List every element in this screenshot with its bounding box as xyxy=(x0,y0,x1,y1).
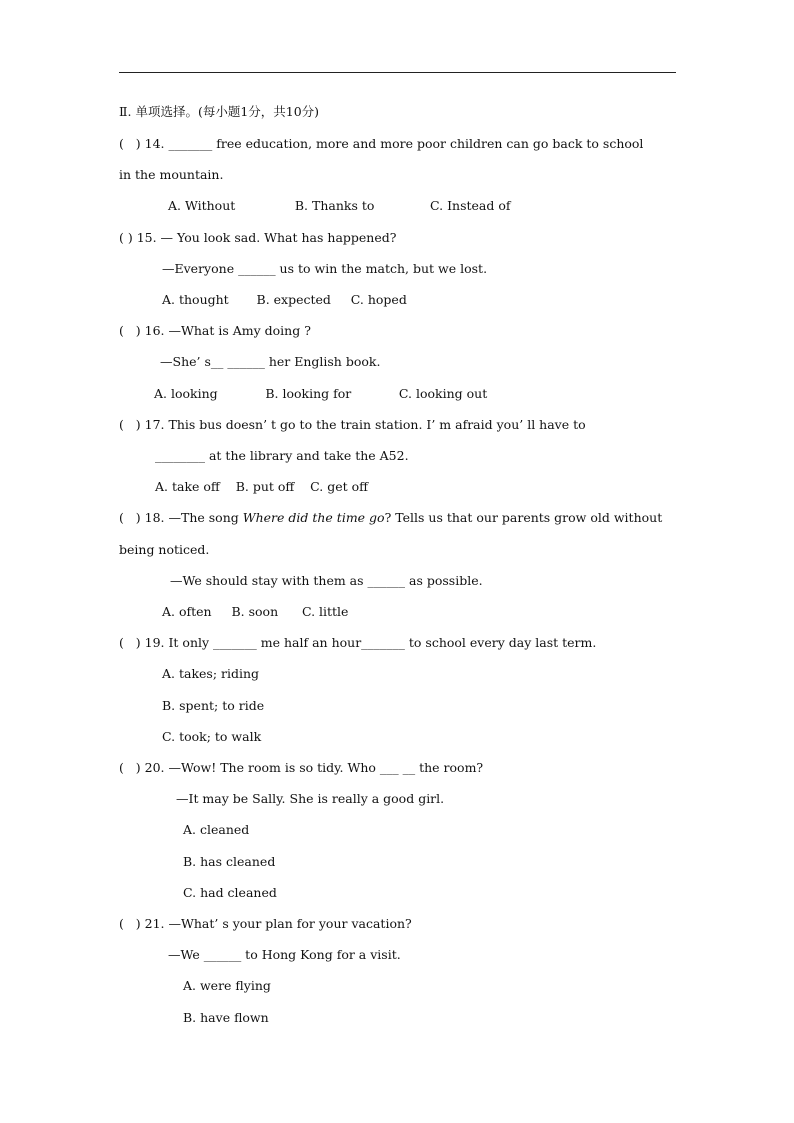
question-14-stem-cont: in the mountain. xyxy=(119,167,224,182)
question-19-option-a: A. takes; riding xyxy=(162,666,260,681)
question-14-options: A. Without B. Thanks to C. Instead of xyxy=(168,198,511,213)
question-21-option-a: A. were flying xyxy=(183,978,271,993)
question-18-options: A. often B. soon C. little xyxy=(162,604,349,619)
header-rule xyxy=(119,72,676,73)
question-21-stem: ( ) 21. —What’ s your plan for your vacation? xyxy=(119,916,412,931)
question-18-stem-pre: ( ) 18. —The song xyxy=(119,510,243,525)
question-17-options: A. take off B. put off C. get off xyxy=(155,479,369,494)
question-20-response: —It may be Sally. She is really a good girl. xyxy=(176,791,445,806)
section-heading: Ⅱ. 单项选择。(每小题1分，共10分) xyxy=(119,104,320,119)
question-17-stem: ( ) 17. This bus doesn’ t go to the train station. I’ m afraid you’ ll have to xyxy=(119,417,586,432)
question-21-response: —We ______ to Hong Kong for a visit. xyxy=(168,947,401,962)
question-20-option-c: C. had cleaned xyxy=(183,885,277,900)
question-18-stem xyxy=(119,510,662,526)
question-16-response: —She’ s__ ______ her English book. xyxy=(160,354,381,369)
question-19-stem: ( ) 19. It only _______ me half an hour_______ to school every day last term. xyxy=(119,635,597,650)
question-18-song-title: Where did the time go xyxy=(242,510,385,525)
question-14-stem: ( ) 14. _______ free education, more and more poor children can go back to school xyxy=(119,136,644,151)
question-15-options: A. thought B. expected C. hoped xyxy=(162,292,407,307)
question-19-option-c: C. took; to walk xyxy=(162,729,262,744)
question-16-options: A. looking B. looking for C. looking out xyxy=(154,386,488,401)
question-15-response: —Everyone ______ us to win the match, but we lost. xyxy=(162,261,488,276)
question-18-stem-post: ? Tells us that our parents grow old without xyxy=(384,510,663,525)
question-15-stem: ( ) 15. — You look sad. What has happened? xyxy=(119,230,397,245)
question-21-option-b: B. have flown xyxy=(183,1010,269,1025)
question-20-stem: ( ) 20. —Wow! The room is so tidy. Who ___ __ the room? xyxy=(119,760,484,775)
question-20-option-a: A. cleaned xyxy=(183,822,250,837)
question-18-stem-cont: being noticed. xyxy=(119,542,210,557)
question-18-response: —We should stay with them as ______ as possible. xyxy=(170,573,483,588)
question-17-stem-cont: ________ at the library and take the A52. xyxy=(155,448,409,463)
question-16-stem: ( ) 16. —What is Amy doing ? xyxy=(119,323,311,338)
question-20-option-b: B. has cleaned xyxy=(183,854,276,869)
question-19-option-b: B. spent; to ride xyxy=(162,698,265,713)
